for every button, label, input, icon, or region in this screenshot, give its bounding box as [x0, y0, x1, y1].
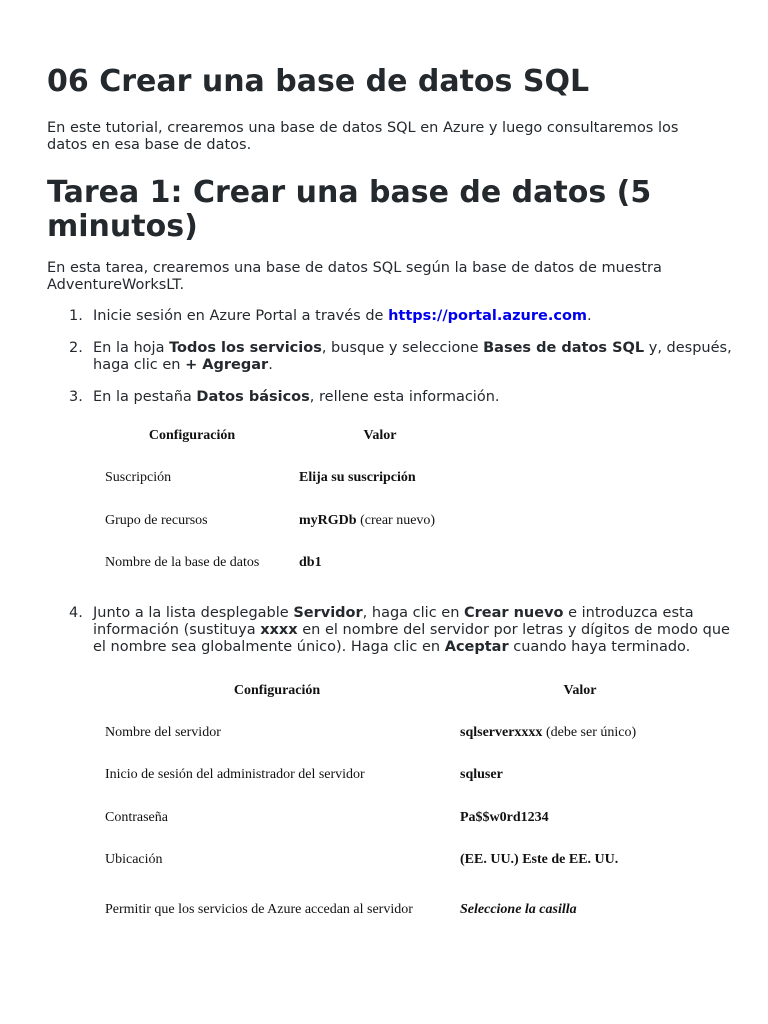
- column-header: Configuración: [148, 428, 236, 443]
- document-page: [47, 60, 732, 938]
- table-row: Permitir que los servicios de Azure accedan al servidor Seleccione la casilla: [105, 901, 577, 917]
- column-header: Configuración: [233, 682, 321, 698]
- table-row: Contraseña Pa$$w0rd1234: [105, 809, 549, 825]
- table-row: Ubicación (EE. UU.) Este de EE. UU.: [105, 852, 619, 868]
- step-4: 4. Junto a la lista desplegable Servidor, haga clic en Crear nuevo e introduzca esta información (sustituya xxxx en el nombre del servidor por letras y dígitos de modo que el nombre sea globalmente único). Haga clic en Aceptar cuando haya terminado.: [69, 604, 730, 655]
- step-number: 1.: [69, 308, 83, 324]
- steps-list: [47, 308, 732, 406]
- table-header-row: [94, 670, 700, 712]
- step-number: 2.: [69, 340, 83, 356]
- table-row: Nombre del servidor sqlserverxxxx (debe ser único): [105, 724, 637, 740]
- step-1: 1. Inicie sesión en Azure Portal a través de https://portal.azure.com.: [69, 308, 592, 324]
- step-number: 4.: [69, 604, 83, 621]
- task-intro-paragraph: En esta tarea, crearemos una base de datos SQL según la base de datos de muestra AdventureWorksLT.: [47, 260, 662, 293]
- step-2: 2. En la hoja Todos los servicios, busque y seleccione Bases de datos SQL y, después, haga clic en + Agregar.: [69, 340, 732, 373]
- table-row: Nombre de la base de datos db1: [105, 555, 322, 571]
- steps-list-continued: [47, 604, 730, 656]
- table-row: Inicio de sesión del administrador del servidor sqluser: [105, 767, 503, 783]
- page-title: 06 Crear una base de datos SQL: [47, 64, 590, 99]
- basics-settings-table: [94, 415, 470, 585]
- column-header: Valor: [563, 682, 597, 698]
- table-row: Grupo de recursos myRGDb (crear nuevo): [105, 512, 436, 528]
- column-header: Valor: [363, 428, 397, 443]
- table-header-row: [94, 415, 470, 457]
- table-row: Suscripción Elija su suscripción: [105, 470, 416, 486]
- step-number: 3.: [69, 389, 83, 405]
- task-heading: Tarea 1: Crear una base de datos (5 minutos): [47, 175, 652, 244]
- intro-paragraph: En este tutorial, crearemos una base de datos SQL en Azure y luego consultaremos los datos en esa base de datos.: [47, 120, 679, 153]
- azure-portal-link[interactable]: https://portal.azure.com: [388, 308, 588, 324]
- step-3: 3. En la pestaña Datos básicos, rellene esta información.: [69, 389, 500, 405]
- server-settings-table: [94, 670, 700, 938]
